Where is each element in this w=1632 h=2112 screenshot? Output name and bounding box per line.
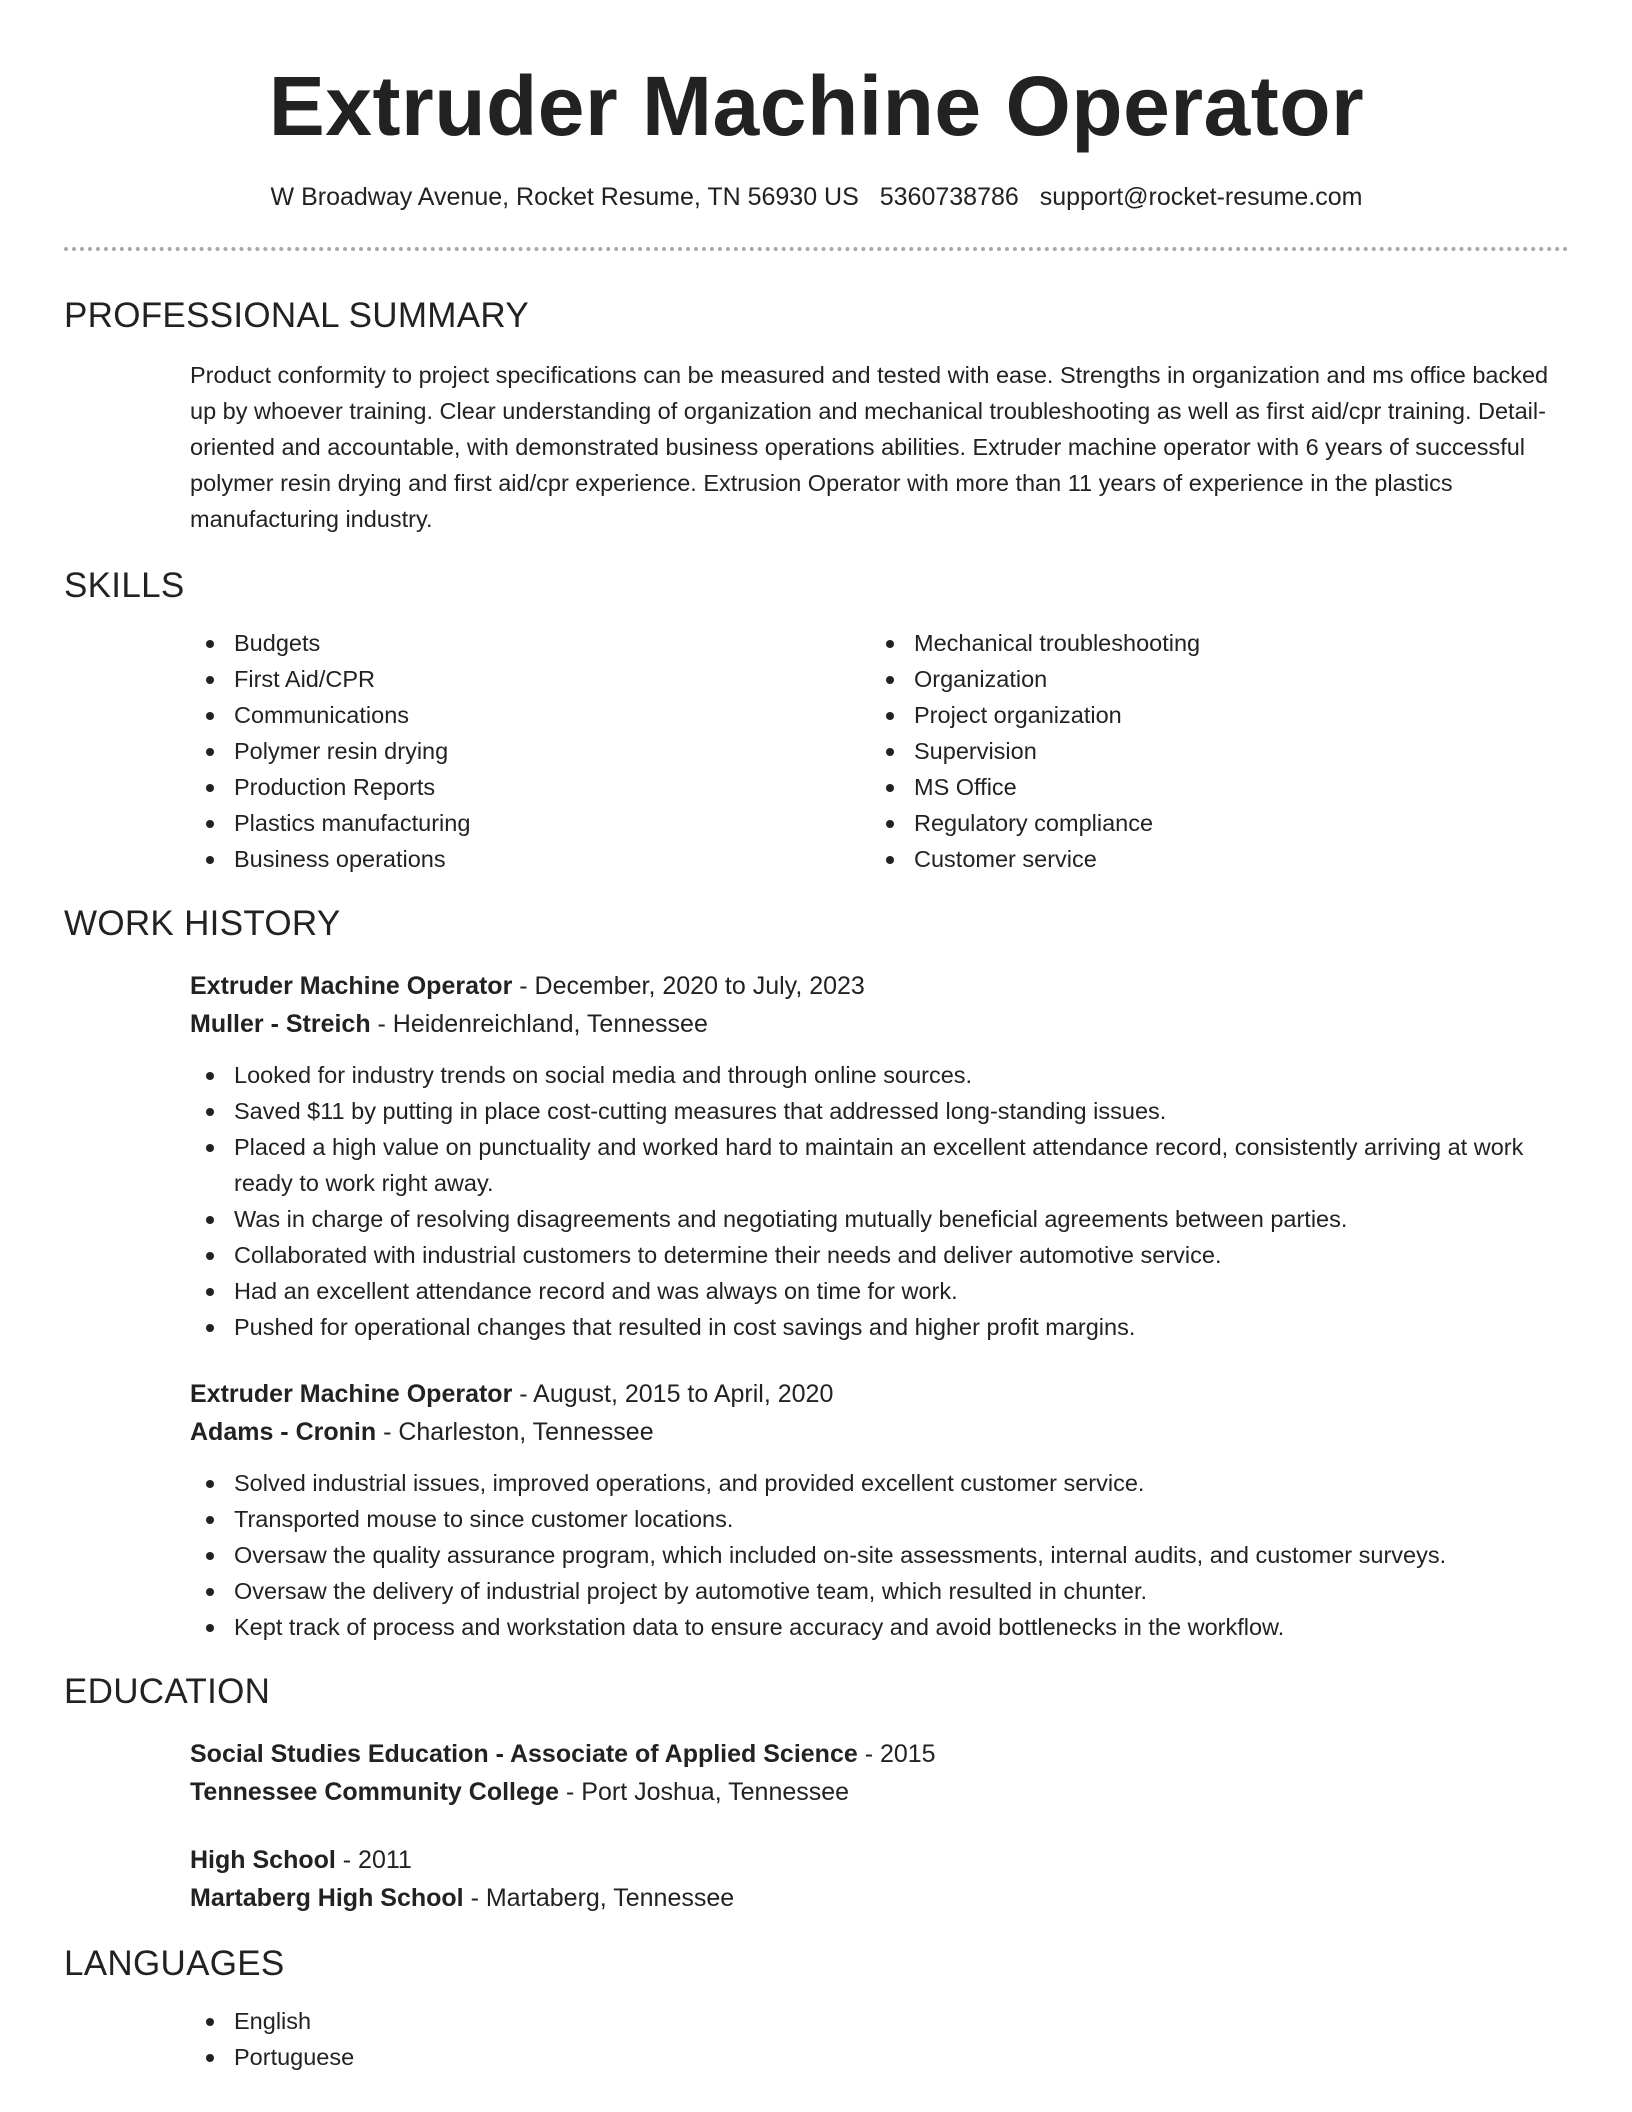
skill-item: Supervision — [870, 733, 1550, 769]
education-school-line — [190, 1879, 1569, 1917]
education-degree-line — [190, 1735, 1569, 1773]
skill-item: Budgets — [190, 625, 870, 661]
skill-item: Project organization — [870, 697, 1550, 733]
job-bullet: Transported mouse to since customer locations. — [190, 1501, 1569, 1537]
header-divider — [64, 247, 1569, 251]
job-company: Adams - Cronin — [190, 1418, 377, 1446]
skill-item: Customer service — [870, 841, 1550, 877]
education-degree: Social Studies Education - Associate of Applied Science — [190, 1740, 858, 1768]
education-school-line — [190, 1773, 1569, 1811]
education-year: - 2015 — [857, 1740, 936, 1768]
resume-page — [64, 0, 1569, 2075]
job-bullet: Placed a high value on punctuality and worked hard to maintain an excellent attendance record, consistently arriving at work ready to work right away. — [190, 1129, 1569, 1201]
skill-item: Regulatory compliance — [870, 805, 1550, 841]
job-role: Extruder Machine Operator — [190, 972, 513, 1000]
job-bullet: Saved $11 by putting in place cost-cutting measures that addressed long-standing issues. — [190, 1093, 1569, 1129]
job-bullet: Oversaw the delivery of industrial project by automotive team, which resulted in chunter. — [190, 1573, 1569, 1609]
job-bullet: Had an excellent attendance record and was always on time for work. — [190, 1273, 1569, 1309]
skill-item: Communications — [190, 697, 870, 733]
skill-item: Business operations — [190, 841, 870, 877]
job-title-line — [190, 967, 1569, 1005]
job-title-line — [190, 1375, 1569, 1413]
job-bullet: Was in charge of resolving disagreements and negotiating mutually beneficial agreements between parties. — [190, 1201, 1569, 1237]
education-school: Martaberg High School — [190, 1884, 464, 1912]
contact-phone: 5360738786 — [879, 183, 1019, 211]
job-role: Extruder Machine Operator — [190, 1380, 513, 1408]
contact-line — [64, 181, 1569, 213]
skill-item: Mechanical troubleshooting — [870, 625, 1550, 661]
skills-column-left — [190, 625, 870, 877]
job-bullet: Kept track of process and workstation data to ensure accuracy and avoid bottlenecks in the workflow. — [190, 1609, 1569, 1645]
candidate-name: Extruder Machine Operator — [268, 59, 1365, 153]
education-heading: EDUCATION — [64, 1672, 271, 1711]
skill-item: Plastics manufacturing — [190, 805, 870, 841]
job-entry — [190, 1375, 1569, 1451]
job-bullet: Looked for industry trends on social media and through online sources. — [190, 1057, 1569, 1093]
skill-item: Organization — [870, 661, 1550, 697]
skill-item: Production Reports — [190, 769, 870, 805]
summary-heading: PROFESSIONAL SUMMARY — [64, 296, 529, 335]
job-location: - Heidenreichland, Tennessee — [370, 1010, 708, 1038]
job-bullets — [190, 1465, 1569, 1645]
skills-heading: SKILLS — [64, 566, 185, 605]
job-company-line — [190, 1005, 1569, 1043]
language-item: Portuguese — [190, 2039, 1569, 2075]
education-degree-line — [190, 1841, 1569, 1879]
job-bullet: Pushed for operational changes that resulted in cost savings and higher profit margins. — [190, 1309, 1569, 1345]
education-degree: High School — [190, 1846, 336, 1874]
job-location: - Charleston, Tennessee — [376, 1418, 654, 1446]
education-location: - Martaberg, Tennessee — [463, 1884, 735, 1912]
contact-email[interactable]: support@rocket-resume.com — [1039, 183, 1363, 211]
education-location: - Port Joshua, Tennessee — [559, 1778, 850, 1806]
job-bullet: Collaborated with industrial customers to determine their needs and deliver automotive service. — [190, 1237, 1569, 1273]
skill-item: Polymer resin drying — [190, 733, 870, 769]
education-school: Tennessee Community College — [190, 1778, 560, 1806]
job-dates: - December, 2020 to July, 2023 — [512, 972, 865, 1000]
skills-column-right — [870, 625, 1550, 877]
skills-list — [190, 625, 1569, 877]
job-entry — [190, 967, 1569, 1043]
job-company: Muller - Streich — [190, 1010, 371, 1038]
work-heading: WORK HISTORY — [64, 904, 341, 943]
skill-item: MS Office — [870, 769, 1550, 805]
job-company-line — [190, 1413, 1569, 1451]
job-dates: - August, 2015 to April, 2020 — [512, 1380, 834, 1408]
job-bullets — [190, 1057, 1569, 1345]
education-entry — [190, 1841, 1569, 1917]
job-bullet: Oversaw the quality assurance program, which included on-site assessments, internal audits, and customer surveys. — [190, 1537, 1569, 1573]
summary-text: Product conformity to project specifications can be measured and tested with ease. Strengths in organization and ms office backed up by whoever training. Clear understanding of organization and mechanical troubleshooting as well as first aid/cpr training. Detail-oriented and accountable, with demonstrated business operations abilities. Extruder machine operator with 6 years of successful polymer resin drying and first aid/cpr experience. Extrusion Operator with more than 11 years of experience in the plastics manufacturing industry. — [190, 362, 1549, 532]
skill-item: First Aid/CPR — [190, 661, 870, 697]
education-year: - 2011 — [335, 1846, 412, 1874]
job-bullet: Solved industrial issues, improved operations, and provided excellent customer service. — [190, 1465, 1569, 1501]
language-item: English — [190, 2003, 1569, 2039]
languages-list — [190, 2003, 1569, 2075]
education-entry — [190, 1735, 1569, 1811]
languages-heading: LANGUAGES — [64, 1944, 285, 1983]
contact-address: W Broadway Avenue, Rocket Resume, TN 56930 US — [270, 183, 859, 211]
